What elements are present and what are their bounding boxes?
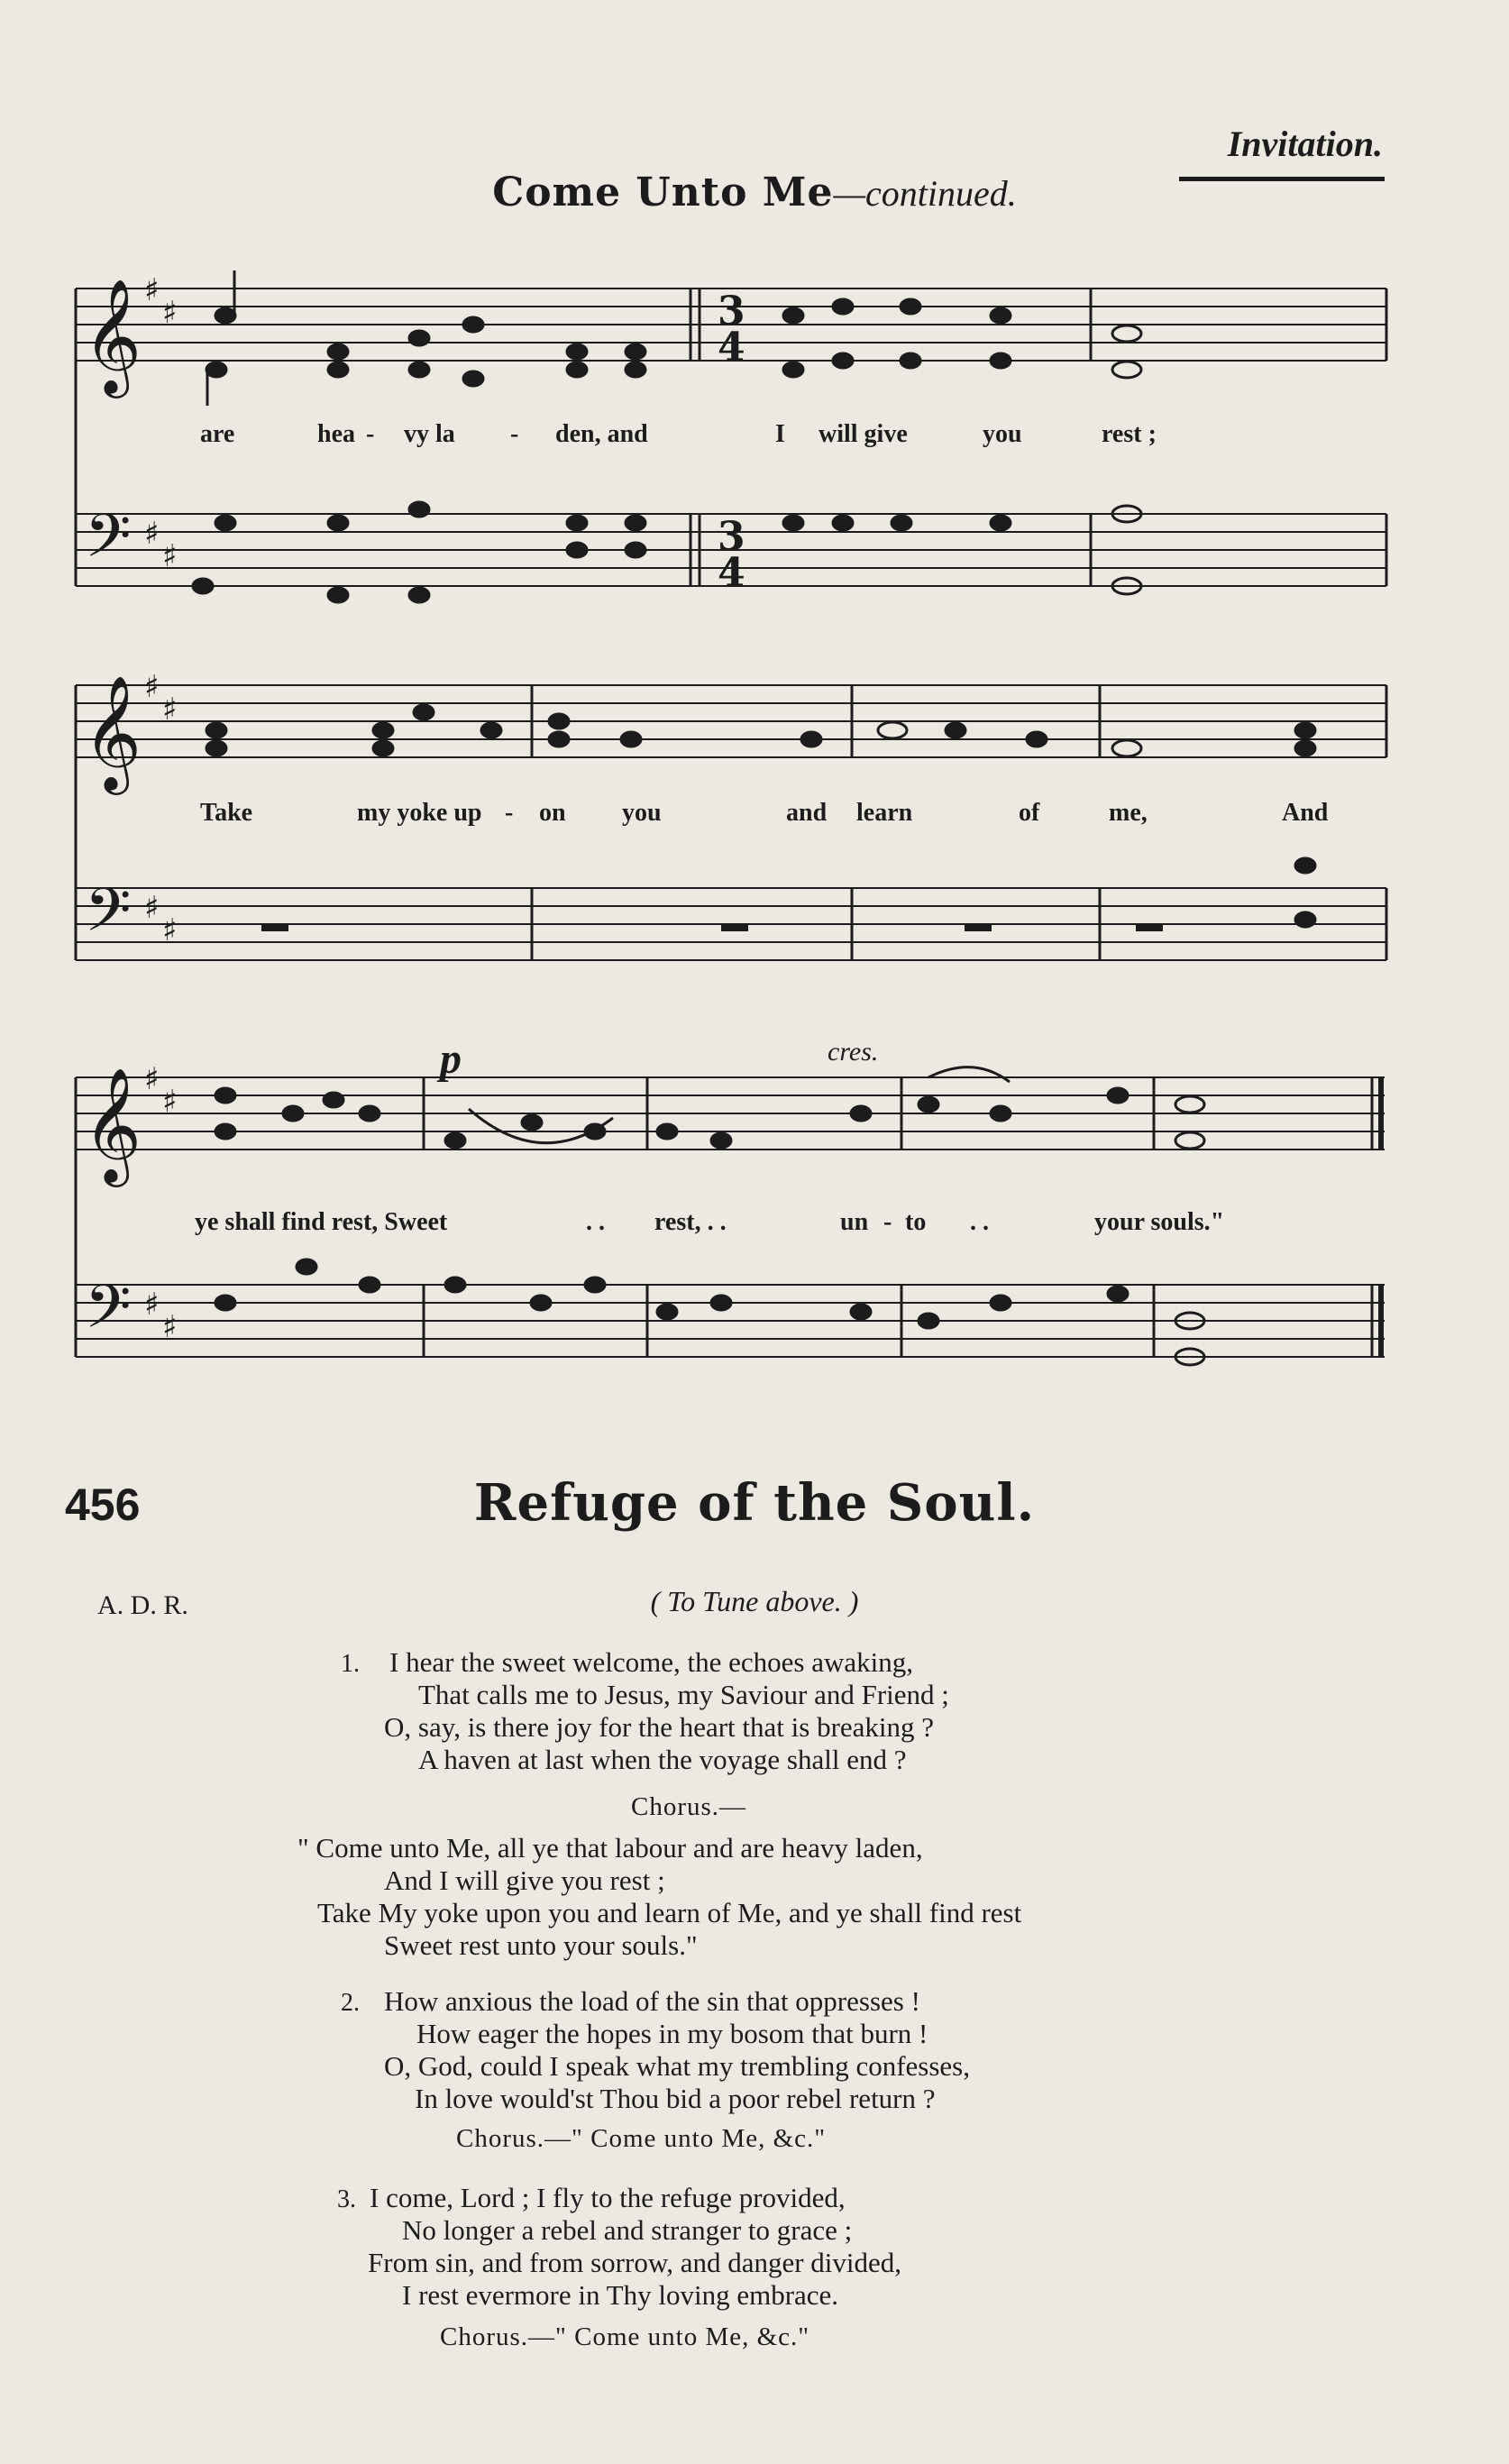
lyric: un — [840, 1208, 869, 1236]
verse-number: 2. — [341, 1989, 360, 2017]
verse-line: I rest evermore in Thy loving embrace. — [402, 2279, 839, 2311]
svg-text:♯: ♯ — [162, 912, 178, 948]
svg-text:♯: ♯ — [162, 295, 178, 331]
lyrics-line-2 — [0, 799, 1509, 835]
verse-line: O, say, is there joy for the heart that is breaking ? — [384, 1711, 935, 1743]
lyric: I — [775, 420, 785, 448]
lyric: . . — [586, 1208, 605, 1236]
svg-text:𝄢: 𝄢 — [85, 1272, 132, 1356]
svg-text:3: 3 — [718, 514, 745, 560]
tune-note: ( To Tune above. ) — [650, 1585, 859, 1617]
svg-text:♯: ♯ — [144, 669, 160, 705]
dynamic-piano: p — [440, 1035, 462, 1083]
verse-line: How eager the hopes in my bosom that burn ! — [416, 2018, 928, 2049]
svg-text:𝄢: 𝄢 — [85, 501, 132, 585]
verse-line: How anxious the load of the sin that oppresses ! — [384, 1985, 920, 2017]
lyric: to — [905, 1208, 927, 1236]
lyric: are — [200, 420, 235, 448]
svg-text:♯: ♯ — [162, 538, 178, 574]
svg-text:𝄞: 𝄞 — [83, 1067, 142, 1182]
verse-number: 1. — [341, 1650, 360, 1678]
lyric: my yoke up — [357, 799, 482, 827]
verse-line: A haven at last when the voyage shall end ? — [418, 1744, 907, 1775]
dynamic-cres: cres. — [828, 1037, 879, 1067]
lyric: me, — [1109, 799, 1148, 827]
section-label: Invitation. — [1227, 124, 1383, 164]
verse-line: O, God, could I speak what my trembling confesses, — [384, 2050, 971, 2082]
lyric: your souls." — [1094, 1208, 1225, 1236]
hymn-number: 456 — [65, 1479, 141, 1530]
lyric: den, and — [555, 420, 648, 448]
system-2-treble-staff — [76, 685, 1386, 757]
song-title-text: Come Unto Me — [492, 169, 834, 215]
verse-line: From sin, and from sorrow, and danger divided, — [368, 2247, 902, 2278]
chorus-line: " Come unto Me, all ye that labour and are heavy laden, — [297, 1832, 923, 1864]
lyric: . . — [970, 1208, 989, 1236]
chorus-line: Take My yoke upon you and learn of Me, and ye shall find rest — [317, 1897, 1022, 1928]
lyric: you — [983, 420, 1022, 448]
verse-line: In love would'st Thou bid a poor rebel return ? — [415, 2083, 936, 2114]
svg-text:4: 4 — [718, 550, 745, 596]
lyric: - — [505, 799, 514, 827]
lyric: And — [1282, 799, 1329, 827]
lyric: of — [1019, 799, 1040, 827]
lyric: - — [366, 420, 375, 448]
lyric: and — [786, 799, 828, 827]
verse-number: 3. — [337, 2185, 356, 2213]
lyric: ye shall find rest, Sweet — [195, 1208, 448, 1236]
svg-text:♯: ♯ — [144, 1061, 160, 1097]
lyric: rest, . . — [654, 1208, 727, 1236]
verse-line: No longer a rebel and stranger to grace ; — [402, 2214, 853, 2246]
lyrics-line-3 — [0, 1208, 1509, 1244]
svg-text:𝄞: 𝄞 — [83, 674, 142, 790]
hymn-title: Refuge of the Soul. — [473, 1473, 1036, 1533]
chorus-reference-final: Chorus.—" Come unto Me, &c." — [440, 2322, 810, 2351]
lyric: - — [510, 420, 519, 448]
chorus-reference: Chorus.—" Come unto Me, &c." — [456, 2124, 827, 2153]
verse-line: That calls me to Jesus, my Saviour and Friend ; — [418, 1679, 949, 1710]
author: A. D. R. — [97, 1590, 188, 1620]
chorus-line: Sweet rest unto your souls." — [384, 1929, 698, 1961]
svg-text:𝄞: 𝄞 — [83, 278, 142, 393]
bar-rests — [261, 924, 1163, 931]
lyric: learn — [856, 799, 913, 827]
lyric: will give — [819, 420, 908, 448]
lyric: rest ; — [1102, 420, 1157, 448]
chorus-heading: Chorus.— — [631, 1792, 747, 1821]
lyrics-line-1 — [0, 420, 1509, 456]
svg-text:3: 3 — [718, 289, 745, 334]
lyric: hea — [317, 420, 355, 448]
verse-line: I hear the sweet welcome, the echoes awaking, — [389, 1646, 913, 1678]
chorus-line: And I will give you rest ; — [384, 1864, 665, 1896]
svg-text:♯: ♯ — [144, 516, 160, 552]
svg-text:♯: ♯ — [162, 692, 178, 728]
song-title-suffix: —continued. — [833, 173, 1017, 214]
lyric: - — [883, 1208, 892, 1236]
system-3-bass-staff — [76, 1285, 1385, 1357]
svg-text:♯: ♯ — [144, 272, 160, 308]
lyric: Take — [200, 799, 253, 827]
svg-text:♯: ♯ — [162, 1084, 178, 1120]
svg-text:♯: ♯ — [144, 1287, 160, 1323]
svg-text:♯: ♯ — [144, 890, 160, 926]
lyric: vy la — [404, 420, 455, 448]
verse-line: I come, Lord ; I fly to the refuge provided, — [370, 2182, 846, 2213]
lyric: you — [622, 799, 662, 827]
svg-text:4: 4 — [718, 325, 745, 371]
lyric: on — [539, 799, 566, 827]
svg-text:𝄢: 𝄢 — [85, 875, 132, 959]
svg-text:♯: ♯ — [162, 1309, 178, 1345]
